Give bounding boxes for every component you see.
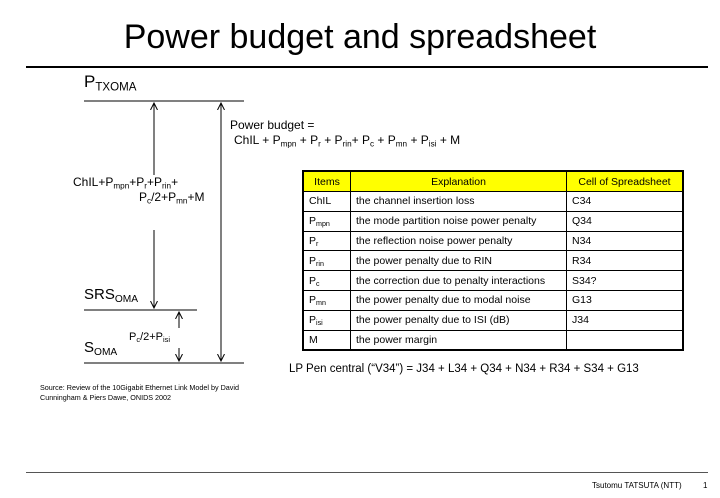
footer-divider — [26, 472, 708, 473]
left-formula-line1: $ChIL+P_{mpn}+P_r+P_{rin}+$ — [73, 175, 179, 191]
footer-author: Tsutomu TATSUTA (NTT) — [592, 481, 682, 490]
item-cell: M — [303, 330, 351, 350]
explanation-cell: the power margin — [351, 330, 567, 350]
srsoma-label: $SRS_{OMA}$ — [84, 286, 139, 306]
table-header-row — [303, 171, 683, 192]
spreadsheet-cell: Q34 — [567, 211, 684, 231]
item-cell: ChIL — [303, 192, 351, 212]
header-explanation: Explanation — [351, 171, 567, 192]
table-row — [303, 231, 683, 251]
explanation-cell: the correction due to penalty interactions — [351, 271, 567, 291]
item-cell: $P_{rin}$ — [303, 251, 351, 271]
left-formula-line2: $P_c/2+P_{mn}+M$ — [139, 190, 205, 206]
spreadsheet-cell: S34? — [567, 271, 684, 291]
explanation-cell: the power penalty due to ISI (dB) — [351, 310, 567, 330]
budget-equation: ChIL + $P_{mpn} + P_r + P_{rin}+ P_c + P_{mn} + P_{isi} + M$ — [234, 133, 461, 149]
spreadsheet-cell: N34 — [567, 231, 684, 251]
page-number: 1 — [703, 481, 708, 490]
header-cell: Cell of Spreadsheet — [567, 171, 684, 192]
ptxoma-label: $P_{TXOMA}$ — [84, 72, 137, 94]
budget-heading: Power budget = — [230, 118, 315, 132]
items-table — [302, 170, 684, 351]
table-row — [303, 211, 683, 231]
item-cell: $P_{isi}$ — [303, 310, 351, 330]
lower-formula: $P_c/2+P_{isi}$ — [129, 331, 171, 345]
item-cell: $P_{mn}$ — [303, 290, 351, 310]
table-row — [303, 290, 683, 310]
item-cell: $P_r$ — [303, 231, 351, 251]
spreadsheet-cell: C34 — [567, 192, 684, 212]
explanation-cell: the channel insertion loss — [351, 192, 567, 212]
table-row — [303, 330, 683, 350]
item-cell: $P_{mpn}$ — [303, 211, 351, 231]
spreadsheet-cell: G13 — [567, 290, 684, 310]
spreadsheet-cell: R34 — [567, 251, 684, 271]
explanation-cell: the mode partition noise power penalty — [351, 211, 567, 231]
header-items: Items — [303, 171, 351, 192]
explanation-cell: the reflection noise power penalty — [351, 231, 567, 251]
source-note: Source: Review of the 10Gigabit Ethernet Link Model by David Cunningham & Piers Dawe, ONIDS 2002 — [40, 383, 239, 402]
explanation-cell: the power penalty due to RIN — [351, 251, 567, 271]
table-row — [303, 271, 683, 291]
item-cell: $P_c$ — [303, 271, 351, 291]
spreadsheet-cell — [567, 330, 684, 350]
page-title: Power budget and spreadsheet — [123, 18, 597, 56]
spreadsheet-cell: J34 — [567, 310, 684, 330]
table-row — [303, 192, 683, 212]
table-row — [303, 251, 683, 271]
explanation-cell: the power penalty due to modal noise — [351, 290, 567, 310]
lp-pen-formula: LP Pen central (“V34”) = J34 + L34 + Q34 + N34 + R34 + S34 + G13 — [289, 363, 639, 375]
soma-label: $S_{OMA}$ — [84, 339, 118, 359]
table-row — [303, 310, 683, 330]
